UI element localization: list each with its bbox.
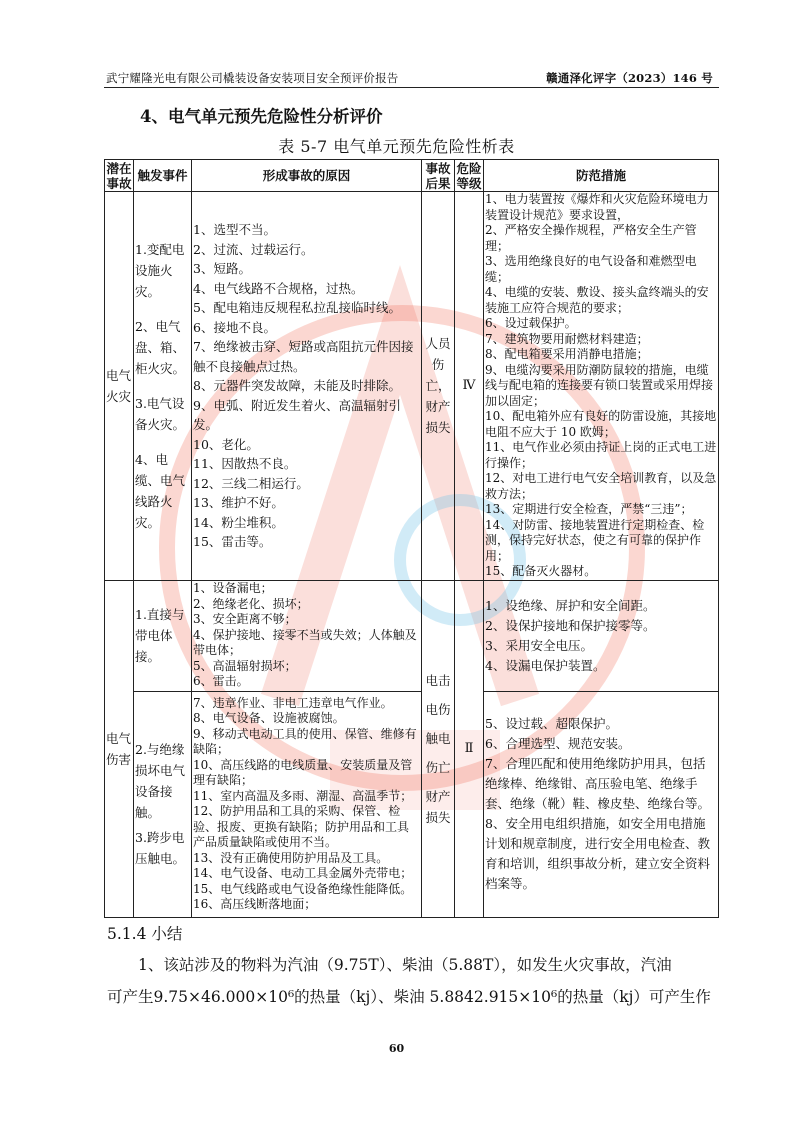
fire-cause: 13、维护不好。 bbox=[193, 495, 284, 510]
shock-cause: 6、雷击。 bbox=[193, 674, 249, 689]
shock-measure: 3、采用安全电压。 bbox=[485, 637, 593, 653]
shock-cause: 4、保护接地、接零不当或失效；人体触及带电体； bbox=[193, 627, 417, 658]
fire-measure: 2、严格安全操作规程，严格安全生产管理； bbox=[485, 223, 697, 253]
fire-measure: 7、建筑物要用耐燃材料建造； bbox=[485, 331, 649, 346]
fire-trigger: 4、电缆、电气线路火灾。 bbox=[135, 451, 186, 530]
fire-measure: 6、设过载保护。 bbox=[485, 316, 577, 330]
fire-measure: 15、配备灭火器材。 bbox=[485, 564, 597, 578]
fire-cause: 9、电弧、附近发生着火、高温辐射引发。 bbox=[193, 397, 401, 432]
shock-measure: 8、安全用电组织措施，如安全用电措施计划和规章制度，进行安全用电检查、教育和培训，组织事故分析，建立安全资料档案等。 bbox=[485, 816, 711, 891]
fire-cause: 1、选型不当。 bbox=[193, 222, 276, 237]
shock-hazard-level: Ⅱ bbox=[455, 580, 484, 917]
table-row-fire bbox=[105, 192, 719, 581]
shock-consequence-part: 触电 bbox=[425, 730, 451, 746]
header-potential-accident: 潜在事故 bbox=[106, 160, 132, 191]
shock-consequence-cell bbox=[422, 580, 455, 917]
header-cause: 形成事故的原因 bbox=[192, 160, 422, 192]
shock-consequence-part: 损失 bbox=[425, 809, 451, 825]
fire-cause: 15、雷击等。 bbox=[193, 534, 272, 549]
fire-cause: 2、过流、过载运行。 bbox=[193, 241, 314, 257]
fire-measure: 8、配电箱要采用消静电措施； bbox=[485, 347, 649, 361]
shock-causes-cell bbox=[192, 580, 422, 691]
header-rule bbox=[104, 87, 719, 88]
fire-trigger: 2、电气盘、箱、柜火灾。 bbox=[135, 318, 186, 376]
shock-consequence-part: 财产 bbox=[425, 788, 451, 804]
fire-cause: 11、因散热不良。 bbox=[193, 456, 297, 471]
shock-cause: 2、绝缘老化、损坏； bbox=[193, 596, 309, 611]
fire-accident-cell: 电气火灾 bbox=[105, 192, 134, 581]
shock-measure: 1、设绝缘、屏护和安全间距。 bbox=[485, 597, 656, 613]
risk-analysis-table bbox=[104, 159, 719, 918]
shock-trigger: 1.直接与带电体接。 bbox=[135, 607, 185, 664]
shock-cause: 1、设备漏电； bbox=[193, 581, 273, 596]
fire-measure: 3、选用绝缘良好的电气设备和难燃型电缆； bbox=[485, 254, 697, 284]
fire-measure: 11、电气作业必须由持证上岗的正式电工进行操作； bbox=[485, 440, 717, 470]
shock-measures-cell bbox=[484, 580, 719, 691]
table-header-row bbox=[105, 160, 719, 192]
fire-cause: 6、接地不良。 bbox=[193, 319, 276, 335]
fire-triggers-cell bbox=[134, 192, 192, 581]
shock-cause: 3、安全距离不够； bbox=[193, 612, 297, 627]
header-trigger-event: 触发事件 bbox=[134, 160, 192, 192]
shock-trigger: 2.与绝缘损坏电气设备接触。 bbox=[135, 742, 186, 820]
shock-consequence-part: 电伤 bbox=[425, 701, 451, 717]
shock-measure: 4、设漏电保护装置。 bbox=[485, 657, 606, 673]
shock-measure: 2、设保护接地和保护接零等。 bbox=[485, 617, 656, 633]
shock-measures-cell bbox=[484, 691, 719, 917]
fire-cause: 3、短路。 bbox=[193, 261, 251, 276]
fire-cause: 8、元器件突发故障，未能及时排除。 bbox=[193, 378, 401, 393]
shock-causes-cell bbox=[192, 691, 422, 917]
shock-trigger-cell bbox=[134, 580, 192, 691]
fire-cause: 12、三线二相运行。 bbox=[193, 475, 309, 491]
fire-measure: 14、对防雷、接地装置进行定期检查、检测，保持完好状态，使之有可靠的保护作用； bbox=[485, 517, 705, 563]
shock-measure: 7、合理匹配和使用绝缘防护用具，包括绝缘棒、绝缘钳、高压验电笔、绝缘手套、绝缘（靴）鞋、橡皮垫、绝缘台等。 bbox=[485, 756, 711, 811]
summary-paragraph-continued: 可产生9.75×46.000×10⁶的热量（kj）、柴油 5.8842.915×10⁶的热量（kj）可产生作 bbox=[107, 988, 711, 1006]
table-caption: 表 5-7 电气单元预先危险性析表 bbox=[278, 137, 515, 156]
shock-cause: 14、电气设备、电动工具金属外壳带电； bbox=[193, 866, 413, 880]
fire-trigger: 1.变配电设施火灾。 bbox=[135, 241, 185, 299]
shock-cause: 5、高温辐射损坏； bbox=[193, 658, 297, 673]
header-report-title: 武宁耀隆光电有限公司橇装设备安装项目安全预评价报告 bbox=[106, 71, 399, 85]
fire-consequence-cell: 人员伤亡，财产损失 bbox=[422, 192, 455, 581]
fire-cause: 10、老化。 bbox=[193, 436, 259, 452]
shock-measure: 6、合理选型、规范安装。 bbox=[485, 736, 631, 751]
header-hazard-level: 危险等级 bbox=[456, 160, 482, 191]
table-row-shock-1 bbox=[105, 580, 719, 691]
shock-measure: 5、设过载、超限保护。 bbox=[485, 716, 618, 731]
summary-paragraph: 1、该站涉及的物料为汽油（9.75T）、柴油（5.88T），如发生火灾事故，汽油 bbox=[138, 956, 672, 974]
fire-cause: 7、绝缘被击穿、短路或高阻抗元件因接触不良接触点过热。 bbox=[193, 339, 414, 374]
shock-consequence-part: 电击 bbox=[425, 672, 451, 688]
shock-consequence-part: 伤亡 bbox=[425, 759, 451, 775]
fire-cause: 5、配电箱违反规程私拉乱接临时线。 bbox=[193, 300, 401, 315]
shock-cause: 13、没有正确使用防护用品及工具。 bbox=[193, 850, 389, 865]
shock-cause: 15、电气线路或电气设备绝缘性能降低。 bbox=[193, 881, 413, 896]
subsection-title: 5.1.4 小结 bbox=[107, 925, 183, 943]
shock-cause: 7、违章作业、非电工违章电气作业。 bbox=[193, 695, 393, 710]
fire-measures-cell bbox=[484, 192, 719, 581]
header-measures: 防范措施 bbox=[484, 160, 719, 192]
fire-measure: 12、对电工进行电气安全培训教育，以及急救方法； bbox=[485, 471, 717, 501]
fire-causes-cell bbox=[192, 192, 422, 581]
fire-measure: 13、定期进行安全检查，严禁“三违”； bbox=[485, 502, 693, 516]
fire-cause: 14、粉尘堆积。 bbox=[193, 514, 284, 530]
header-report-number: 赣通泽化评字（2023）146 号 bbox=[546, 71, 713, 85]
shock-cause: 8、电气设备、设施被腐蚀。 bbox=[193, 711, 345, 725]
header-consequence: 事故后果 bbox=[422, 160, 455, 192]
shock-cause: 12、防护用品和工具的采购、保管、检验、报废、更换有缺陷；防护用品和工具产品质量缺陷或使用不当。 bbox=[193, 804, 410, 849]
shock-cause: 10、高压线路的电线质量、安装质量及管理有缺陷； bbox=[193, 757, 413, 787]
section-title: 4、电气单元预先危险性分析评价 bbox=[140, 107, 383, 126]
shock-trigger: 3.跨步电压触电。 bbox=[135, 830, 186, 866]
table-row-shock-2 bbox=[105, 691, 719, 917]
shock-trigger-cell bbox=[134, 691, 192, 917]
shock-cause: 16、高压线断落地面； bbox=[193, 897, 317, 911]
fire-measure: 9、电缆沟要采用防潮防鼠较的措施，电缆线与配电箱的连接要有锁口装置或采用焊接加以固定； bbox=[485, 362, 714, 408]
fire-trigger: 3.电气设备火灾。 bbox=[135, 395, 186, 432]
shock-accident-cell: 电气伤害 bbox=[105, 580, 134, 917]
fire-measure: 1、电力装置按《爆炸和火灾危险环境电力装置设计规范》要求设置， bbox=[485, 192, 709, 222]
fire-measure: 4、电缆的安装、敷设、接头盒终端头的安装施工应符合规范的要求； bbox=[485, 285, 709, 315]
fire-hazard-level: Ⅳ bbox=[455, 192, 484, 581]
page-number: 60 bbox=[388, 1042, 405, 1055]
shock-cause: 9、移动式电动工具的使用、保管、维修有缺陷； bbox=[193, 726, 417, 756]
shock-cause: 11、室内高温及多雨、潮湿、高温季节； bbox=[193, 788, 413, 803]
fire-measure: 10、配电箱外应有良好的防雷设施，其接地电阻不应大于 10 欧姆； bbox=[485, 409, 717, 439]
fire-cause: 4、电气线路不合规格，过热。 bbox=[193, 280, 364, 296]
